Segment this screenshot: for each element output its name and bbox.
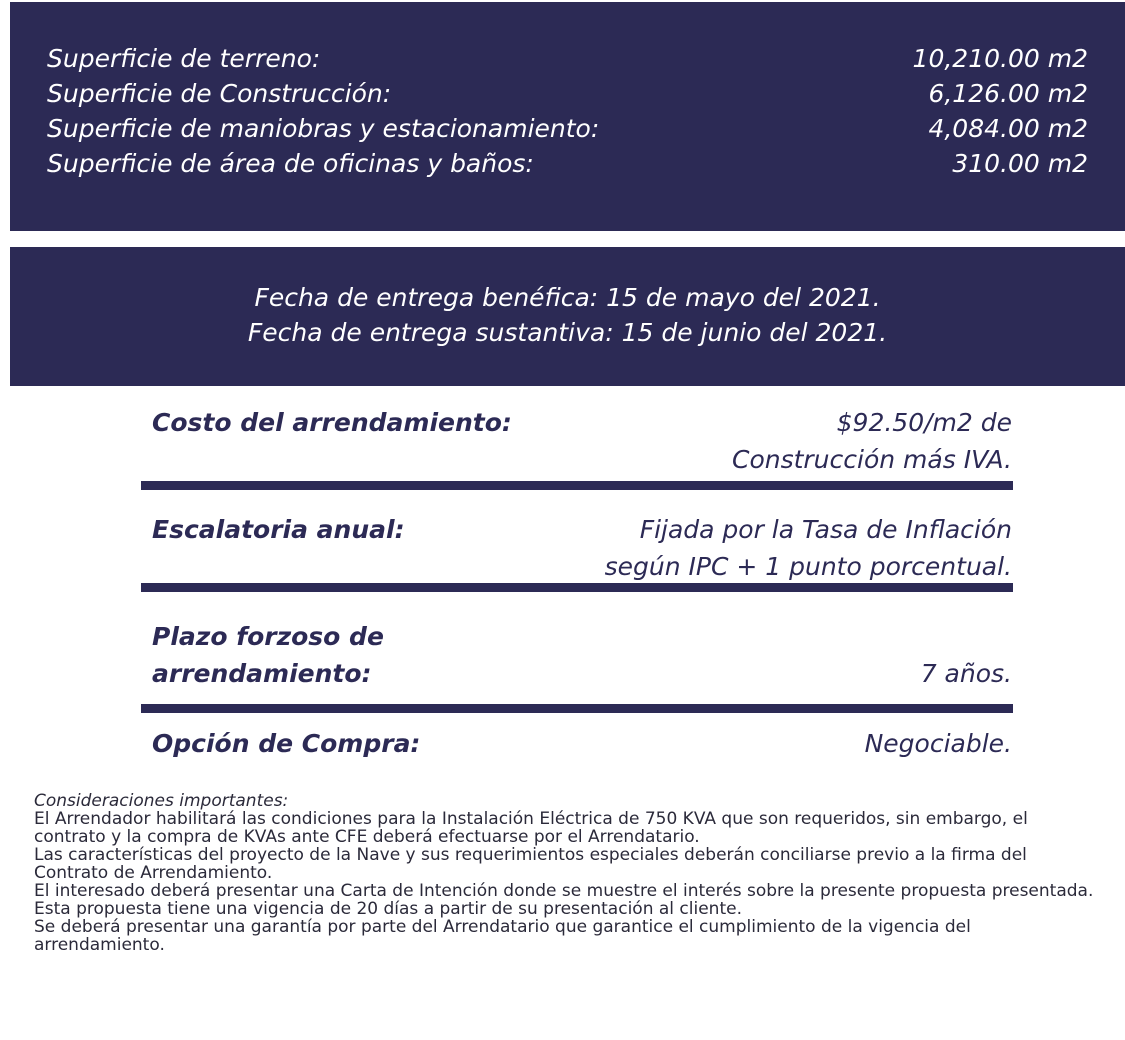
considerations-title: Consideraciones importantes: xyxy=(34,791,289,811)
surface-row xyxy=(47,79,1088,115)
term-value-line: según IPC + 1 punto porcentual. xyxy=(604,552,1012,581)
term-label: Escalatoria anual: xyxy=(152,515,405,544)
term-value: 7 años. xyxy=(920,659,1012,688)
surface-value: 310.00 m2 xyxy=(952,149,1088,178)
term-escalatoria xyxy=(152,511,1012,587)
surface-row xyxy=(47,149,1088,185)
surface-label: Superficie de área de oficinas y baños: xyxy=(47,149,534,178)
term-value-line: Fijada por la Tasa de Inflación xyxy=(639,515,1012,544)
term-label: Opción de Compra: xyxy=(152,729,421,758)
term-value: Negociable. xyxy=(864,729,1012,758)
consideration-item: El interesado deberá presentar una Carta de Intención donde se muestre el interés sobre la presente propuesta presentada. xyxy=(34,881,1094,901)
divider xyxy=(141,583,1013,592)
divider xyxy=(141,704,1013,713)
consideration-item: El Arrendador habilitará las condiciones para la Instalación Eléctrica de 750 KVA que son requeridos, sin embargo, el contrato y la compra de KVAs ante CFE deberá efectuarse por el Arrendatario. xyxy=(34,809,1028,847)
term-label xyxy=(152,618,384,692)
delivery-date-benefica: Fecha de entrega benéfica: 15 de mayo del 2021. xyxy=(254,283,881,312)
surface-value: 6,126.00 m2 xyxy=(928,79,1088,108)
surface-label: Superficie de maniobras y estacionamiento: xyxy=(47,114,600,143)
surface-label: Superficie de terreno: xyxy=(47,44,321,73)
term-label-line: arrendamiento: xyxy=(152,659,372,688)
divider xyxy=(141,481,1013,490)
term-value xyxy=(605,511,1012,585)
delivery-date-sustantiva: Fecha de entrega sustantiva: 15 de junio del 2021. xyxy=(247,318,888,347)
term-value xyxy=(732,404,1012,478)
term-costo xyxy=(152,404,1012,480)
surface-row xyxy=(47,44,1088,80)
surface-value: 10,210.00 m2 xyxy=(912,44,1088,73)
term-value-line: Construcción más IVA. xyxy=(731,445,1012,474)
term-value-line: $92.50/m2 de xyxy=(836,408,1012,437)
consideration-item: Las características del proyecto de la Nave y sus requerimientos especiales deberán conciliarse previo a la firma del Contrato de Arrendamiento. xyxy=(34,845,1027,883)
surface-value: 4,084.00 m2 xyxy=(928,114,1088,143)
surfaces-panel xyxy=(10,2,1125,231)
consideration-item: Se deberá presentar una garantía por parte del Arrendatario que garantice el cumplimiento de la vigencia del arrendamiento. xyxy=(34,917,971,955)
term-label: Costo del arrendamiento: xyxy=(152,408,512,437)
term-opcion xyxy=(152,725,1012,765)
considerations-section xyxy=(34,792,1104,954)
surface-label: Superficie de Construcción: xyxy=(47,79,392,108)
delivery-dates-panel xyxy=(10,247,1125,386)
consideration-item: Esta propuesta tiene una vigencia de 20 días a partir de su presentación al cliente. xyxy=(34,899,742,919)
term-plazo xyxy=(152,618,1012,694)
surface-row xyxy=(47,114,1088,150)
term-label-line: Plazo forzoso de xyxy=(152,622,384,651)
